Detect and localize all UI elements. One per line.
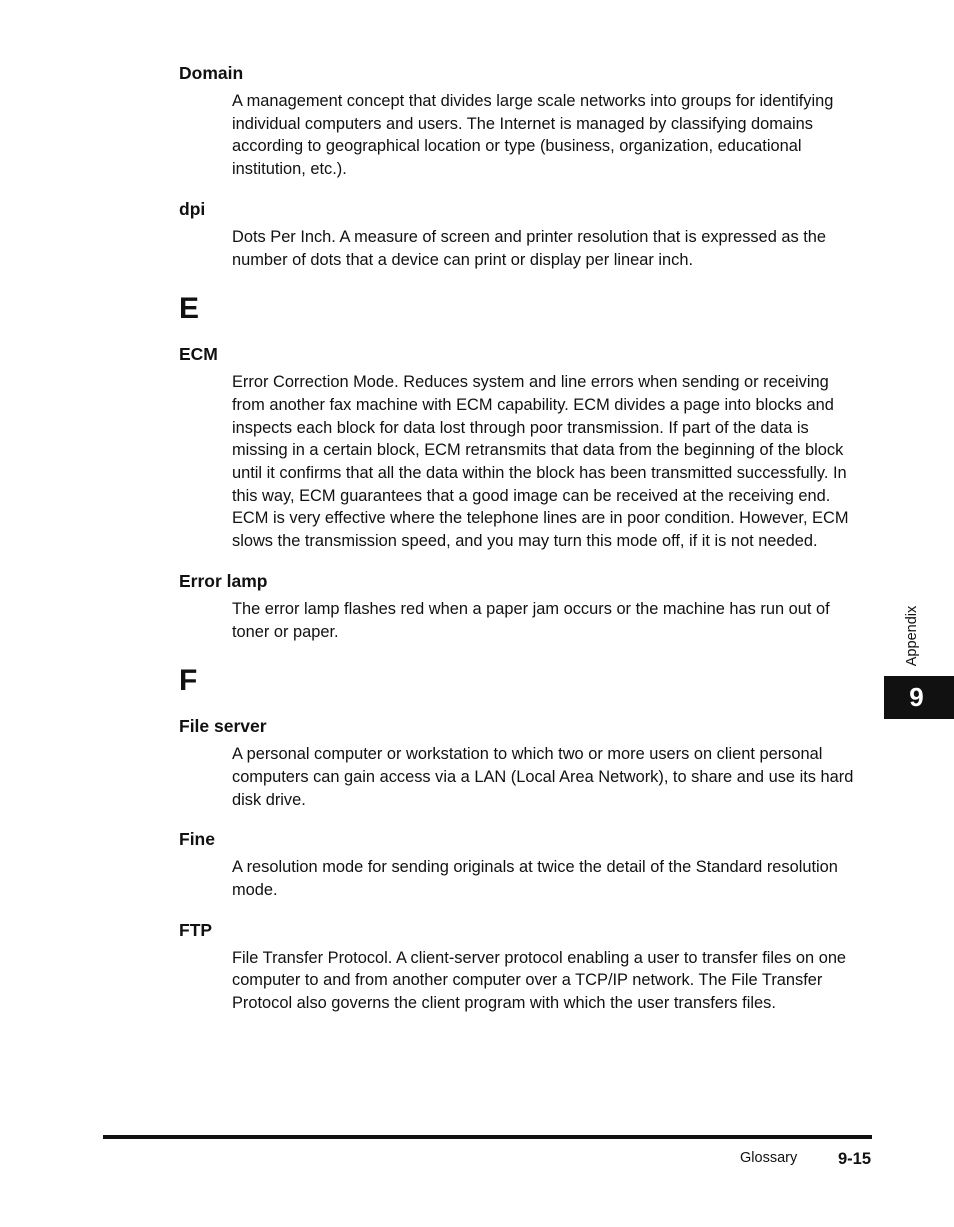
glossary-term: Fine [179,829,215,850]
glossary-term: Error lamp [179,570,268,591]
glossary-term: File server [179,716,267,737]
glossary-term: Domain [179,63,244,83]
section-letter-heading: F [179,664,198,698]
footer-rule [103,1135,872,1139]
glossary-definition [232,371,874,553]
glossary-entry [179,919,874,1015]
definition-line: mode. [232,881,278,900]
definition-line: toner or paper. [232,622,339,641]
glossary-definition [232,598,874,643]
page-number: 9-15 [838,1150,872,1168]
glossary-definition [232,90,874,181]
definition-line: A management concept that divides large scale networks into groups for identifying [232,92,834,110]
definition-line: Error Correction Mode. Reduces system and line errors when sending or receiving [232,373,829,392]
definition-line: A personal computer or workstation to which two or more users on client personal [232,745,823,764]
definition-line: The error lamp flashes red when a paper jam occurs or the machine has run out of [232,599,830,618]
definition-line: Dots Per Inch. A measure of screen and printer resolution that is expressed as the [232,227,827,246]
definition-line: computer to and from another computer over a TCP/IP network. The File Transfer [232,971,823,990]
definition-line: number of dots that a device can print or display per linear inch. [232,250,694,269]
definition-line: Protocol also governs the client program with which the user transfers files. [232,994,776,1013]
glossary-entry [179,343,874,553]
glossary-definition [232,947,874,1015]
glossary-entry [179,715,874,811]
definition-line: A resolution mode for sending originals at twice the detail of the Standard resolution [232,858,838,877]
definition-line: computers can gain access via a LAN (Local Area Network), to share and use its hard [232,767,854,786]
definition-line: from another fax machine with ECM capability. ECM divides a page into blocks and [232,395,834,414]
definition-line: File Transfer Protocol. A client-server protocol enabling a user to transfer files on one [232,948,847,967]
definition-line: inspects each block for data lost through poor transmission. If part of the data is [232,418,809,437]
glossary-entry [179,828,874,901]
glossary-content [179,62,874,1032]
glossary-entry [179,62,874,181]
definition-line: ECM is very effective where the telephone lines are in poor condition. However, ECM [232,509,849,528]
definition-line: individual computers and users. The Internet is managed by classifying domains [232,114,813,133]
chapter-side-label [897,598,927,673]
definition-line: until it confirms that all the data within the block has been transmitted successfully. In [232,464,847,483]
chapter-label-text: Appendix [904,605,920,666]
definition-line: slows the transmission speed, and you may turn this mode off, if it is not needed. [232,532,818,551]
glossary-definition [232,856,874,901]
glossary-definition [232,226,874,271]
section-letter-heading: E [179,292,200,326]
glossary-term: dpi [179,198,206,219]
definition-line: disk drive. [232,790,306,809]
definition-line: this way, ECM guarantees that a good image can be received at the receiving end. [232,486,831,505]
definition-line: missing in a certain block, ECM retransmits that data from the beginning of the block [232,441,844,460]
footer-section-name: Glossary [740,1150,798,1166]
definition-line: institution, etc.). [232,160,347,179]
definition-line: according to geographical location or type (business, organization, educational [232,137,802,156]
chapter-tab: 9 [884,676,954,719]
glossary-entry [179,198,874,271]
glossary-term: FTP [179,919,213,940]
glossary-definition [232,743,874,811]
glossary-term: ECM [179,344,218,365]
glossary-entry [179,570,874,643]
